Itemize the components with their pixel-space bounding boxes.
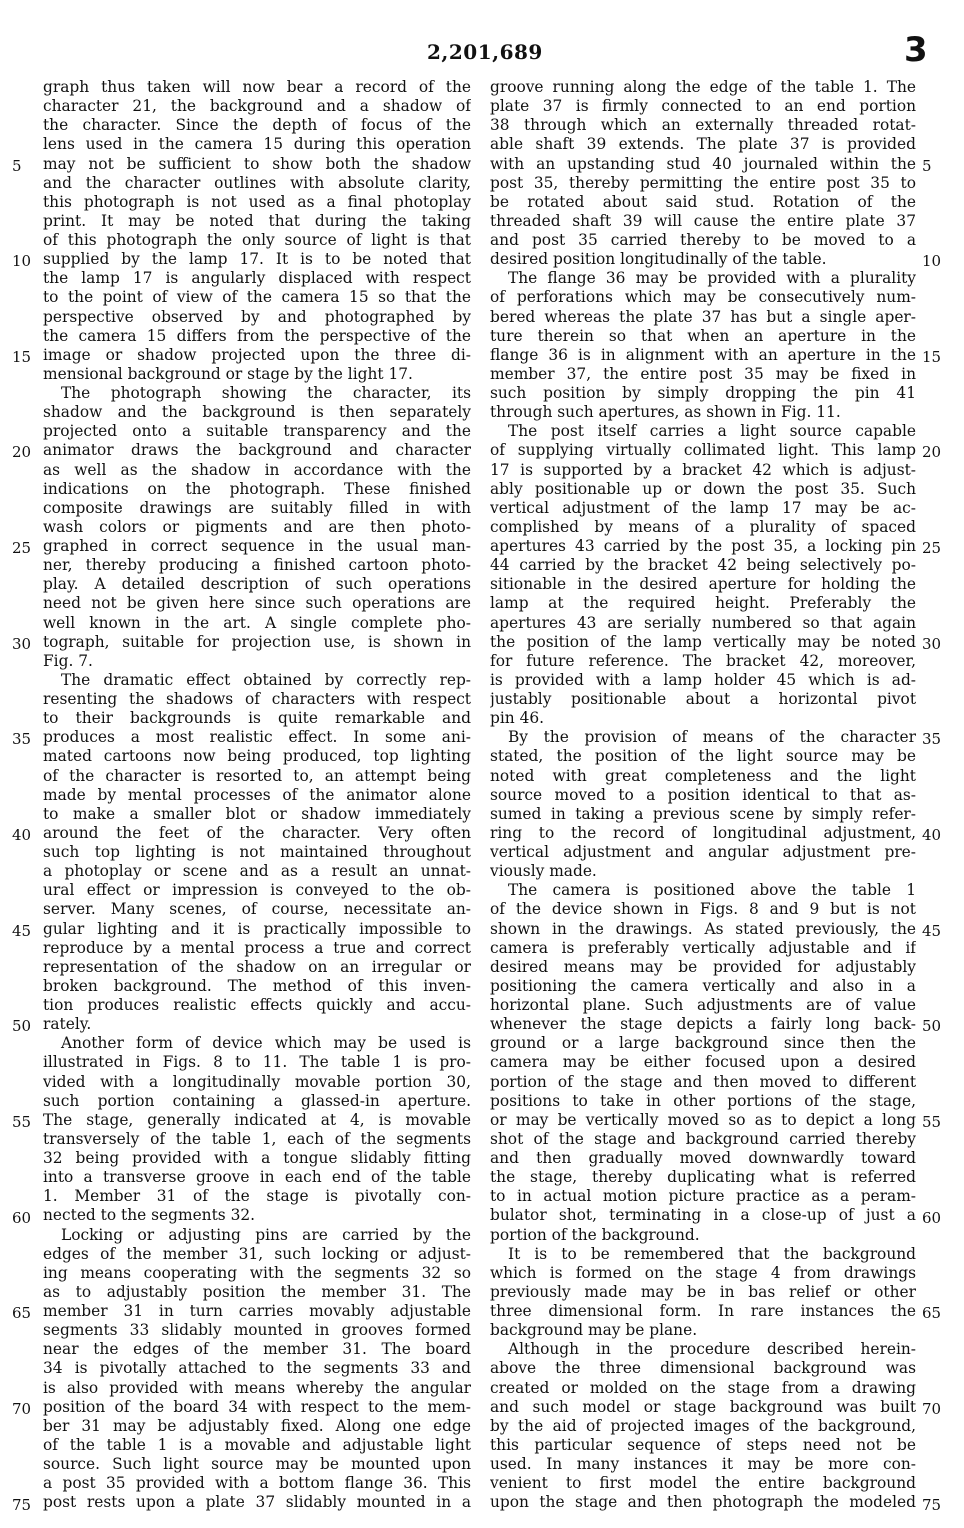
text-line: positions to take in other portions of the stage, — [490, 1091, 916, 1110]
text-line: around the feet of the character. Very often — [43, 823, 471, 842]
text-line: plate 37 is firmly connected to an end portion — [490, 97, 916, 116]
text-line: ner, thereby producing a finished cartoon photo- — [43, 556, 471, 575]
text-line: lamp at the required height. Preferably the — [490, 594, 916, 613]
text-line: transversely of the table 1, each of the segments — [43, 1129, 471, 1148]
text-line: a post 35 provided with a bottom flange 36. This — [43, 1474, 471, 1493]
text-line: Fig. 7. — [43, 651, 93, 670]
text-line: used. In many instances it may be more con- — [490, 1455, 916, 1473]
margin-line-number: 50 — [922, 1017, 942, 1036]
margin-line-number: 20 — [12, 443, 32, 462]
text-line: reproduce by a mental process a true and correct — [43, 938, 471, 957]
text-line: The photograph showing the character, its — [61, 384, 471, 402]
text-line: and post 35 carried thereby to be moved to a — [490, 231, 916, 249]
margin-line-number: 45 — [922, 921, 942, 940]
patent-number: 2,201,689 — [427, 40, 543, 64]
text-line: graph thus taken will now bear a record of the — [43, 78, 471, 96]
text-line: source. Such light source may be mounted upon — [43, 1455, 471, 1473]
text-line: which is formed on the stage 4 from drawings — [490, 1263, 916, 1282]
text-line: 38 through which an externally threaded rotat- — [490, 116, 916, 135]
text-line: supplied by the lamp 17. It is to be noted that — [43, 250, 471, 269]
text-line: to make a smaller blot or shadow immediately — [43, 804, 471, 823]
text-line: of this photograph the only source of light is that — [43, 231, 471, 249]
text-line: camera may be either focused upon a desired — [490, 1053, 916, 1072]
text-line: projected onto a suitable transparency and the — [43, 422, 471, 441]
text-line: shadow and the background is then separately — [43, 403, 471, 422]
text-line: background may be plane. — [490, 1321, 698, 1340]
text-line: previously made may be in bas relief or other — [490, 1282, 916, 1301]
text-line: three dimensional form. In rare instances the — [490, 1302, 916, 1320]
text-line: ground or a large background since then the — [490, 1034, 916, 1053]
text-line: composite drawings are suitably filled in with — [43, 498, 471, 517]
margin-line-number: 70 — [12, 1399, 32, 1418]
text-line: and then gradually moved downwardly toward — [490, 1149, 916, 1167]
text-line: need not be given here since such operations are — [43, 594, 471, 613]
text-line: of the device shown in Figs. 8 and 9 but is not — [490, 900, 916, 919]
text-line: The flange 36 may be provided with a plurality — [508, 269, 916, 288]
text-line: ber 31 may be adjustably fixed. Along one edge — [43, 1416, 471, 1435]
text-line: of supplying virtually collimated light. This lamp — [490, 441, 916, 460]
text-line: of perforations which may be consecutively num- — [490, 288, 916, 307]
text-line: ring to the record of longitudinal adjustment, — [490, 823, 916, 842]
text-line: mated cartoons now being produced, top lighting — [43, 747, 471, 766]
text-line: tograph, suitable for projection use, is shown in — [43, 632, 471, 651]
text-line: this photograph is not used as a final photoplay — [43, 192, 471, 211]
text-line: pin 46. — [490, 709, 545, 728]
text-line: The stage, generally indicated at 4, is movable — [43, 1110, 471, 1129]
text-line: able shaft 39 extends. The plate 37 is provided — [490, 135, 916, 154]
text-line: with an upstanding stud 40 journaled within the — [490, 154, 916, 173]
text-line: produces a most realistic effect. In some ani- — [43, 728, 471, 747]
text-line: source moved to a position identical to that as- — [490, 785, 916, 804]
text-line: or may be vertically moved so as to depict a long — [490, 1110, 916, 1129]
text-line: portion of the background. — [490, 1225, 700, 1244]
text-line: well known in the art. A single complete pho- — [43, 613, 471, 632]
text-line: camera is preferably vertically adjustable and if — [490, 938, 916, 957]
text-line: ural effect or impression is conveyed to the ob- — [43, 881, 471, 900]
text-line: to the point of view of the camera 15 so that the — [43, 288, 471, 307]
text-line: groove running along the edge of the table 1. The — [490, 78, 916, 96]
text-line: a photoplay or scene and as a result an unnat- — [43, 862, 471, 881]
page-number: 3 — [904, 30, 928, 70]
text-line: By the provision of means of the character — [508, 728, 916, 747]
text-line: justably positionable about a horizontal pivot — [490, 690, 916, 708]
text-line: Locking or adjusting pins are carried by the — [61, 1225, 471, 1244]
text-line: bered whereas the plate 37 has but a single aper- — [490, 307, 916, 326]
text-line: illustrated in Figs. 8 to 11. The table 1 is pro- — [43, 1053, 471, 1072]
text-line: 17 is supported by a bracket 42 which is adjust- — [490, 460, 916, 479]
text-line: for future reference. The bracket 42, moreover, — [490, 651, 916, 670]
text-line: The camera is positioned above the table 1 — [508, 881, 916, 900]
margin-line-number: 35 — [12, 730, 32, 749]
text-line: such portion containing a glassed-in aperture. — [43, 1091, 471, 1110]
text-line: is provided with a lamp holder 45 which is ad- — [490, 670, 916, 689]
text-line: vertical adjustment of the lamp 17 may be ac- — [490, 498, 916, 517]
text-line: ably positionable up or down the post 35. Such — [490, 479, 916, 498]
text-line: The dramatic effect obtained by correctly rep- — [61, 670, 471, 689]
margin-line-number: 40 — [12, 826, 32, 845]
text-line: to their backgrounds is quite remarkable and — [43, 709, 471, 728]
text-line: shown in the drawings. As stated previously, the — [490, 919, 916, 938]
text-line: play. A detailed description of such operations — [43, 575, 471, 594]
text-line: image or shadow projected upon the three di- — [43, 345, 471, 364]
margin-line-number: 35 — [922, 730, 942, 749]
text-line: desired means may be provided for adjustably — [490, 957, 916, 976]
text-line: mensional background or stage by the light 17. — [43, 364, 413, 383]
text-line: position of the board 34 with respect to the mem- — [43, 1397, 471, 1416]
text-line: viously made. — [490, 862, 597, 881]
text-line: the stage, thereby duplicating what is referred — [490, 1168, 916, 1187]
text-line: indications on the photograph. These finished — [43, 479, 471, 498]
margin-line-number: 70 — [922, 1399, 942, 1418]
text-line: positioning the camera vertically and also in a — [490, 976, 916, 995]
text-line: graphed in correct sequence in the usual man- — [43, 537, 471, 555]
text-line: wash colors or pigments and are then photo- — [43, 517, 471, 536]
text-line: desired position longitudinally of the table. — [490, 250, 827, 269]
text-line: perspective observed by and photographed by — [43, 307, 471, 326]
right-text-column — [490, 78, 916, 1512]
text-line: 44 carried by the bracket 42 being selectively po- — [490, 556, 916, 575]
text-line: segments 33 slidably mounted in grooves formed — [43, 1321, 471, 1340]
margin-line-number: 40 — [922, 826, 942, 845]
margin-line-number: 60 — [922, 1208, 942, 1227]
text-line: the position of the lamp vertically may be noted — [490, 632, 916, 651]
text-line: member 31 in turn carries movably adjustable — [43, 1302, 471, 1320]
margin-line-number: 5 — [922, 156, 932, 175]
margin-line-number: 15 — [12, 347, 32, 366]
text-line: post rests upon a plate 37 slidably mounted in a — [43, 1493, 471, 1512]
text-line: post 35, thereby permitting the entire post 35 to — [490, 173, 916, 192]
text-line: broken background. The method of this inven- — [43, 976, 471, 995]
text-line: venient to first model the entire background — [490, 1474, 916, 1493]
text-line: shot of the stage and background carried thereby — [490, 1129, 916, 1148]
text-line: 1. Member 31 of the stage is pivotally con- — [43, 1187, 471, 1206]
text-line: print. It may be noted that during the taking — [43, 211, 471, 230]
text-line: nected to the segments 32. — [43, 1206, 256, 1225]
text-line: lens used in the camera 15 during this operation — [43, 135, 471, 154]
margin-line-number: 25 — [922, 539, 942, 558]
margin-line-number: 45 — [12, 921, 32, 940]
text-line: near the edges of the member 31. The board — [43, 1340, 471, 1359]
text-line: such position by simply dropping the pin 41 — [490, 384, 916, 402]
margin-line-number: 30 — [12, 634, 32, 653]
text-line: 32 being provided with a tongue slidably fitting — [43, 1149, 471, 1167]
text-line: server. Many scenes, of course, necessitate an- — [43, 900, 471, 919]
text-line: sitionable in the desired aperture for holding the — [490, 575, 916, 594]
text-line: upon the stage and then photograph the modeled — [490, 1493, 916, 1512]
text-line: of the character is resorted to, an attempt being — [43, 766, 471, 785]
text-line: portion of the stage and then moved to different — [490, 1072, 916, 1091]
text-line: and the character outlines with absolute clarity, — [43, 173, 471, 192]
text-line: as to adjustably position the member 31. The — [43, 1282, 471, 1301]
left-text-column — [43, 78, 471, 1512]
text-line: sumed in taking a previous scene by simply refer- — [490, 804, 916, 823]
text-line: vertical adjustment and angular adjustment pre- — [490, 843, 916, 861]
margin-line-number: 30 — [922, 634, 942, 653]
text-line: made by mental processes of the animator alone — [43, 785, 471, 804]
text-line: flange 36 is in alignment with an aperture in the — [490, 345, 916, 364]
text-line: character 21, the background and a shadow of — [43, 97, 471, 116]
margin-line-number: 55 — [922, 1113, 942, 1132]
text-line: as well as the shadow in accordance with the — [43, 460, 471, 479]
text-line: the lamp 17 is angularly displaced with respect — [43, 269, 471, 288]
margin-line-number: 55 — [12, 1113, 32, 1132]
text-line: edges of the member 31, such locking or adjust- — [43, 1244, 471, 1263]
margin-line-number: 60 — [12, 1208, 32, 1227]
text-line: 34 is pivotally attached to the segments 33 and — [43, 1359, 471, 1378]
text-line: tion produces realistic effects quickly and accu- — [43, 996, 471, 1014]
text-line: member 37, the entire post 35 may be fixed in — [490, 364, 916, 383]
text-line: Although in the procedure described herein- — [508, 1340, 916, 1359]
text-line: threaded shaft 39 will cause the entire plate 37 — [490, 211, 916, 230]
text-line: noted with great completeness and the light — [490, 766, 916, 785]
text-line: and such model or stage background was built — [490, 1397, 916, 1416]
text-line: complished by means of a plurality of spaced — [490, 517, 916, 536]
text-line: stated, the position of the light source may be — [490, 747, 916, 766]
text-line: It is to be remembered that the background — [508, 1244, 916, 1263]
text-line: bulator shot, terminating in a close-up of just a — [490, 1206, 916, 1225]
margin-line-number: 10 — [12, 252, 32, 271]
text-line: resenting the shadows of characters with respect — [43, 690, 471, 708]
margin-line-number: 65 — [12, 1304, 32, 1323]
text-line: of the table 1 is a movable and adjustable light — [43, 1435, 471, 1454]
text-line: the character. Since the depth of focus of the — [43, 116, 471, 135]
text-line: The post itself carries a light source capable — [508, 422, 916, 441]
text-line: above the three dimensional background was — [490, 1359, 916, 1378]
margin-line-number: 65 — [922, 1304, 942, 1323]
margin-line-number: 10 — [922, 252, 942, 271]
text-line: be rotated about said stud. Rotation of the — [490, 192, 916, 211]
text-line: horizontal plane. Such adjustments are of value — [490, 996, 916, 1014]
margin-line-number: 20 — [922, 443, 942, 462]
margin-line-number: 75 — [12, 1495, 32, 1514]
margin-line-number: 25 — [12, 539, 32, 558]
text-line: ture therein so that when an aperture in the — [490, 326, 916, 345]
text-line: such top lighting is not maintained throughout — [43, 843, 471, 861]
text-line: this particular sequence of steps need not be — [490, 1435, 916, 1454]
text-line: is also provided with means whereby the angular — [43, 1378, 471, 1397]
text-line: vided with a longitudinally movable portion 30, — [43, 1072, 471, 1091]
text-line: ing means cooperating with the segments 32 so — [43, 1263, 471, 1282]
text-line: gular lighting and it is practically impossible to — [43, 919, 471, 938]
margin-line-number: 5 — [12, 156, 22, 175]
text-line: through such apertures, as shown in Fig. 11. — [490, 403, 841, 422]
text-line: whenever the stage depicts a fairly long back- — [490, 1015, 916, 1034]
text-line: rately. — [43, 1015, 92, 1034]
text-line: into a transverse groove in each end of the table — [43, 1168, 471, 1187]
text-line: created or molded on the stage from a drawing — [490, 1378, 916, 1397]
text-line: representation of the shadow on an irregular or — [43, 957, 471, 976]
margin-line-number: 50 — [12, 1017, 32, 1036]
text-line: animator draws the background and character — [43, 441, 471, 460]
text-line: to in actual motion picture practice as a peram- — [490, 1187, 916, 1206]
text-line: Another form of device which may be used is — [61, 1034, 471, 1053]
text-line: apertures 43 are serially numbered so that again — [490, 613, 916, 632]
margin-line-number: 75 — [922, 1495, 942, 1514]
text-line: the camera 15 differs from the perspective of the — [43, 326, 471, 345]
margin-line-number: 15 — [922, 347, 942, 366]
text-line: may not be sufficient to show both the shadow — [43, 154, 471, 173]
text-line: by the aid of projected images of the background, — [490, 1416, 916, 1435]
text-line: apertures 43 carried by the post 35, a locking pin — [490, 537, 916, 555]
